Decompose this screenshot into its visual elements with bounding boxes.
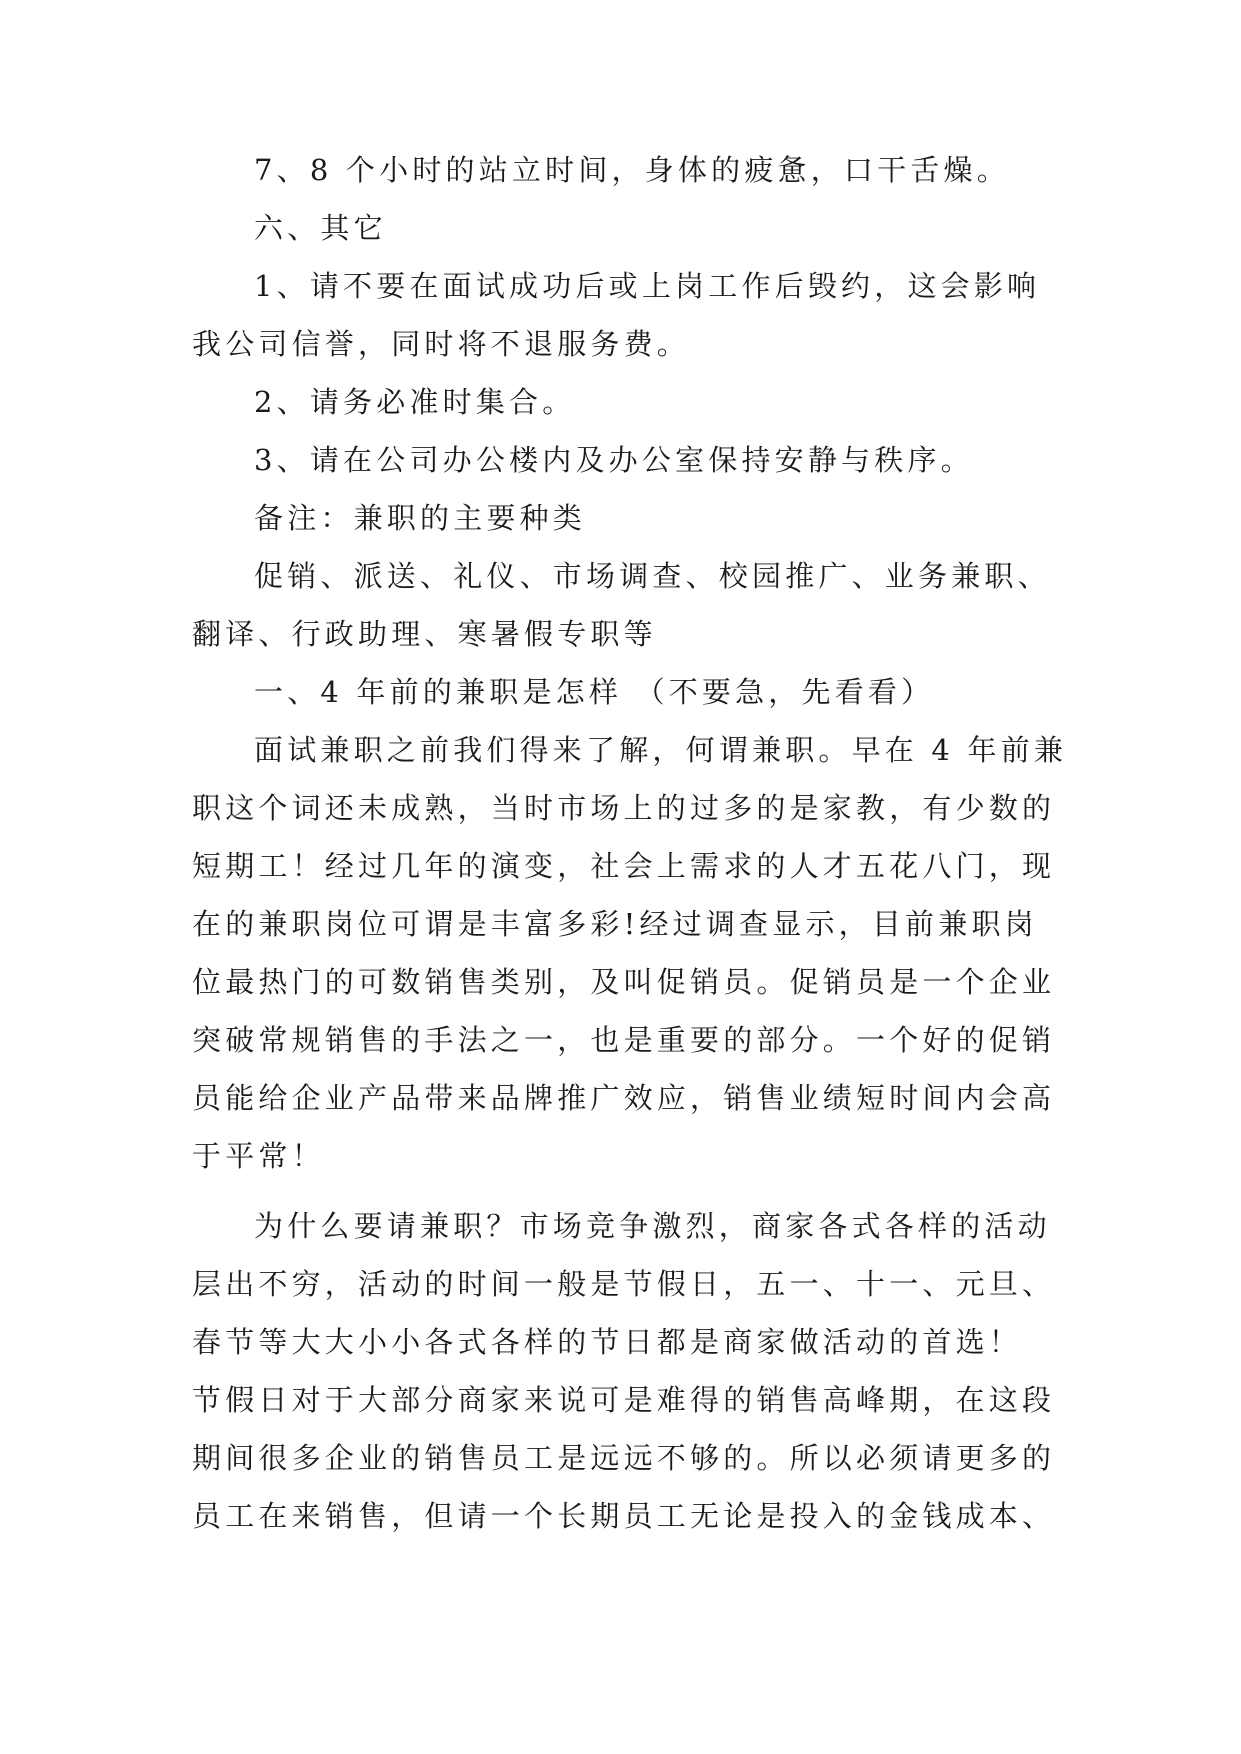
text-line: 员能给企业产品带来品牌推广效应，销售业绩短时间内会高 xyxy=(192,1081,1056,1115)
text-line: 面试兼职之前我们得来了解，何谓兼职。早在 4 年前兼 xyxy=(254,733,1068,767)
text-line: 期间很多企业的销售员工是远远不够的。所以必须请更多的 xyxy=(192,1441,1056,1475)
text-line: 节假日对于大部分商家来说可是难得的销售高峰期，在这段 xyxy=(192,1383,1056,1417)
text-line: 我公司信誉，同时将不退服务费。 xyxy=(192,327,691,361)
text-line: 3、请在公司办公楼内及办公室保持安静与秩序。 xyxy=(254,443,974,477)
section-heading: 一、4 年前的兼职是怎样 （不要急，先看看） xyxy=(254,675,935,709)
text-line: 层出不穷，活动的时间一般是节假日，五一、十一、元旦、 xyxy=(192,1267,1056,1301)
text-line: 职这个词还未成熟，当时市场上的过多的是家教，有少数的 xyxy=(192,791,1056,825)
text-line: 1、请不要在面试成功后或上岗工作后毁约，这会影响 xyxy=(254,269,1041,303)
text-line: 促销、派送、礼仪、市场调查、校园推广、业务兼职、 xyxy=(254,559,1051,593)
text-line: 2、请务必准时集合。 xyxy=(254,385,576,419)
text-line: 短期工！经过几年的演变，社会上需求的人才五花八门，现 xyxy=(192,849,1056,883)
text-line: 位最热门的可数销售类别，及叫促销员。促销员是一个企业 xyxy=(192,965,1056,999)
text-line: 7、8 个小时的站立时间，身体的疲惫，口干舌燥。 xyxy=(254,153,1010,187)
text-line: 于平常！ xyxy=(192,1139,325,1173)
text-line: 翻译、行政助理、寒暑假专职等 xyxy=(192,617,657,651)
text-line: 员工在来销售，但请一个长期员工无论是投入的金钱成本、 xyxy=(192,1499,1056,1533)
note-heading: 备注：兼职的主要种类 xyxy=(254,501,587,535)
text-line: 在的兼职岗位可谓是丰富多彩!经过调查显示，目前兼职岗 xyxy=(192,907,1038,941)
text-line: 突破常规销售的手法之一，也是重要的部分。一个好的促销 xyxy=(192,1023,1056,1057)
text-line: 春节等大大小小各式各样的节日都是商家做活动的首选！ xyxy=(192,1325,1023,1359)
text-line: 为什么要请兼职？市场竞争激烈，商家各式各样的活动 xyxy=(254,1209,1051,1243)
section-heading: 六、其它 xyxy=(254,211,387,245)
